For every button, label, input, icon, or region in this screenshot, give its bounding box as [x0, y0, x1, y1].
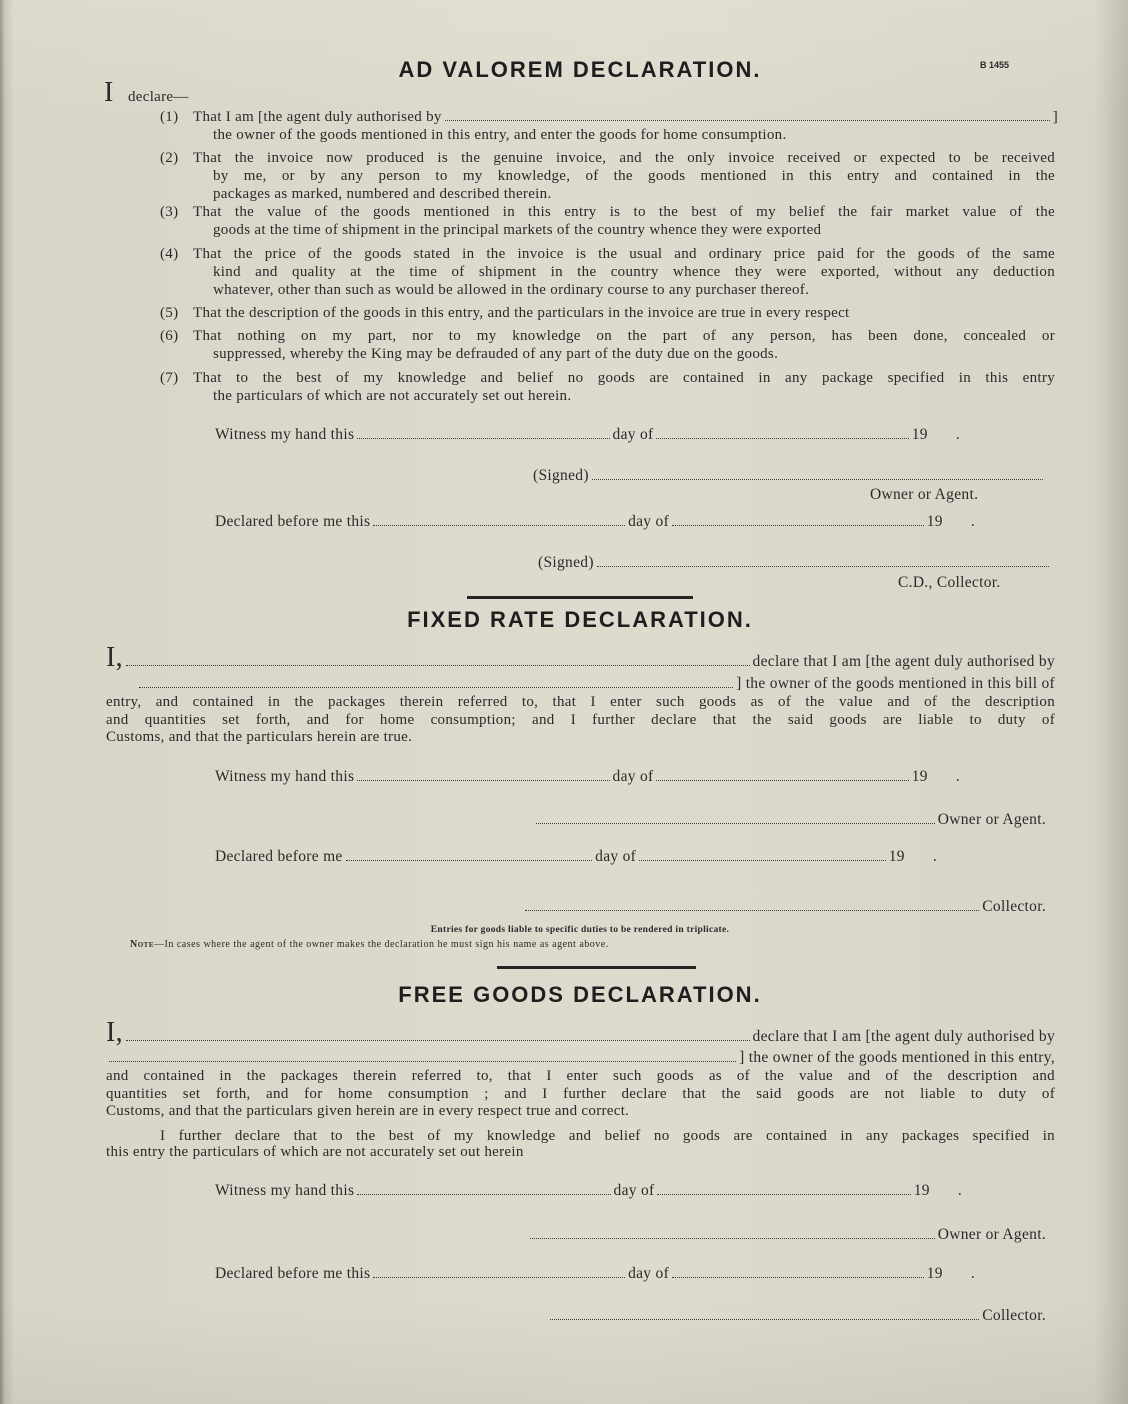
year-end: . [970, 1265, 976, 1282]
year-prefix: 19 [888, 848, 905, 865]
day-fill-line [357, 1194, 610, 1195]
item-text: That the price of the goods stated in the invoice is the usual and ordinary price paid for the goods of the same [193, 246, 1055, 262]
year-prefix: 19 [911, 426, 928, 443]
declaration-text: Customs, and that the particulars given herein are in every respect true and correct. [106, 1103, 630, 1119]
day-of-label: day of [628, 513, 670, 530]
year-end: . [955, 426, 961, 443]
closing-bracket: ] [1052, 109, 1058, 125]
year-prefix: 19 [913, 1182, 930, 1199]
year-prefix: 19 [926, 1265, 943, 1282]
fixed-principal-row [136, 675, 1055, 693]
day-fill-line [346, 860, 593, 861]
name-fill-line [126, 1040, 750, 1041]
witness-row [215, 1182, 962, 1200]
collector-label: Collector. [982, 898, 1046, 915]
declared-before-row [215, 848, 937, 866]
declaration-text: and quantities set forth, and for home consumption; and I further declare that the said goods are liable to duty of [106, 712, 1055, 728]
witness-row [215, 768, 960, 786]
fill-in-line [445, 120, 1050, 121]
day-of-label: day of [613, 1182, 655, 1199]
fixed-rate-title: FIXED RATE DECLARATION. [407, 607, 753, 632]
owner-signature-row [527, 1226, 1046, 1244]
witness-row [215, 426, 960, 444]
principal-fill-line [139, 687, 733, 688]
collector-label: Collector. [982, 1307, 1046, 1324]
owner-or-agent-label: Owner or Agent. [870, 486, 979, 503]
ad-valorem-title: AD VALOREM DECLARATION. [398, 57, 762, 82]
owner-signature-row [533, 467, 1046, 485]
item-text: That to the best of my knowledge and belief no goods are contained in any package specified in this entry [193, 370, 1055, 386]
item-text: whatever, other than such as would be allowed in the ordinary course to any purchaser thereof. [213, 282, 810, 298]
signed-label: (Signed) [538, 554, 594, 571]
collector-signature-row [522, 898, 1046, 916]
year-end: . [970, 513, 976, 530]
principal-fill-line [109, 1061, 736, 1062]
free-declarant-row [106, 1019, 1055, 1047]
day-fill-line [357, 438, 609, 439]
year-end: . [932, 848, 937, 865]
owner-signature-row [533, 811, 1046, 829]
declaration-text: ] the owner of the goods mentioned in this bill of [736, 675, 1055, 692]
witness-label: Witness my hand this [215, 426, 355, 443]
declarant-initial: I, [106, 642, 123, 673]
form-number: B 1455 [980, 60, 1010, 70]
declaration-text: declare that I am [the agent duly authorised by [752, 1028, 1055, 1045]
year-prefix: 19 [926, 513, 943, 530]
item-text: packages as marked, numbered and described therein. [213, 186, 552, 202]
item-number: (3) [160, 204, 179, 220]
note-label: Note [130, 939, 155, 950]
declaration-text: ] the owner of the goods mentioned in this entry, [739, 1049, 1055, 1066]
day-of-label: day of [612, 768, 654, 785]
collector-signature-row [538, 554, 1052, 572]
item-text: by me, or by any person to my knowledge, of the goods mentioned in this entry and contained in the [213, 168, 1055, 184]
witness-label: Witness my hand this [215, 768, 355, 785]
day-fill-line [357, 780, 609, 781]
day-of-label: day of [595, 848, 637, 865]
item-text: the owner of the goods mentioned in this entry, and enter the goods for home consumption. [213, 127, 787, 143]
year-prefix: 19 [911, 768, 928, 785]
owner-or-agent-label: Owner or Agent. [937, 811, 1046, 828]
declare-initial: I [104, 77, 114, 108]
declarant-initial: I, [106, 1017, 123, 1048]
note-text: —In cases where the agent of the owner makes the declaration he must sign his name as agent above. [154, 939, 609, 950]
further-declaration-text: this entry the particulars of which are not accurately set out herein [106, 1144, 524, 1160]
month-fill-line [639, 860, 886, 861]
item-text: kind and quality at the time of shipment in the country whence they were exported, without any deduction [213, 264, 1055, 280]
declared-label: Declared before me this [215, 513, 371, 530]
year-end: . [955, 768, 961, 785]
day-of-label: day of [628, 1265, 670, 1282]
item-text: suppressed, whereby the King may be defrauded of any part of the duty due on the goods. [213, 346, 779, 362]
signed-label: (Signed) [533, 467, 589, 484]
item-number: (7) [160, 370, 179, 386]
item-text: That I am [the agent duly authorised by [193, 109, 442, 125]
declared-before-row [215, 1265, 975, 1283]
section-divider [497, 966, 696, 969]
declare-intro: declare— [128, 89, 189, 105]
item-text: That the invoice now produced is the genuine invoice, and the only invoice received or expected to be received [193, 150, 1055, 166]
item-number: (1) [160, 109, 179, 125]
declared-before-row [215, 513, 975, 531]
signature-line [592, 479, 1043, 480]
item-text: That nothing on my part, nor to my knowledge on the part of any person, has been done, concealed or [193, 328, 1055, 344]
free-principal-row [106, 1049, 1055, 1067]
collector-label: C.D., Collector. [898, 574, 1001, 591]
witness-label: Witness my hand this [215, 1182, 355, 1199]
declaration-text: quantities set forth, and for home consumption ; and I further declare that the said goods are not liable to duty of [106, 1086, 1055, 1102]
collector-signature-row [547, 1307, 1046, 1325]
declaration-text: Customs, and that the particulars herein are true. [106, 729, 413, 745]
declaration-text: and contained in the packages therein referred to, that I enter such goods as of the value and of the description and [106, 1068, 1055, 1084]
agent-note [130, 939, 609, 951]
declared-label: Declared before me [215, 848, 343, 865]
item-number: (6) [160, 328, 179, 344]
declared-label: Declared before me this [215, 1265, 371, 1282]
fixed-declarant-row [106, 644, 1055, 672]
triplicate-note: Entries for goods liable to specific duties to be rendered in triplicate. [430, 925, 730, 935]
year-end: . [957, 1182, 963, 1199]
declaration-text: declare that I am [the agent duly authorised by [752, 653, 1055, 670]
day-fill-line [373, 525, 625, 526]
item-text: That the description of the goods in this entry, and the particulars in the invoice are true in every respect [193, 305, 850, 321]
month-fill-line [672, 525, 924, 526]
further-declaration-text: I further declare that to the best of my knowledge and belief no goods are contained in any packages specified in [160, 1128, 1055, 1144]
name-fill-line [126, 665, 750, 666]
signature-line [525, 910, 979, 911]
item-text: the particulars of which are not accurately set out herein. [213, 388, 572, 404]
free-goods-title: FREE GOODS DECLARATION. [398, 982, 762, 1007]
month-fill-line [656, 780, 908, 781]
signature-line [597, 566, 1049, 567]
item-text: goods at the time of shipment in the principal markets of the country whence they were exported [213, 222, 822, 238]
month-fill-line [657, 1194, 910, 1195]
signature-line [530, 1238, 935, 1239]
signature-line [536, 823, 935, 824]
item-number: (4) [160, 246, 179, 262]
item-number: (5) [160, 305, 179, 321]
declaration-text: entry, and contained in the packages therein referred to, that I enter such goods as of the value and of the description [106, 694, 1055, 710]
item-number: (2) [160, 150, 179, 166]
day-of-label: day of [612, 426, 654, 443]
section-divider [467, 596, 693, 599]
month-fill-line [672, 1277, 924, 1278]
month-fill-line [656, 438, 908, 439]
signature-line [550, 1319, 979, 1320]
item-text: That the value of the goods mentioned in this entry is to the best of my belief the fair market value of the [193, 204, 1055, 220]
day-fill-line [373, 1277, 625, 1278]
owner-or-agent-label: Owner or Agent. [937, 1226, 1046, 1243]
agent-authorised-line [193, 108, 1058, 126]
